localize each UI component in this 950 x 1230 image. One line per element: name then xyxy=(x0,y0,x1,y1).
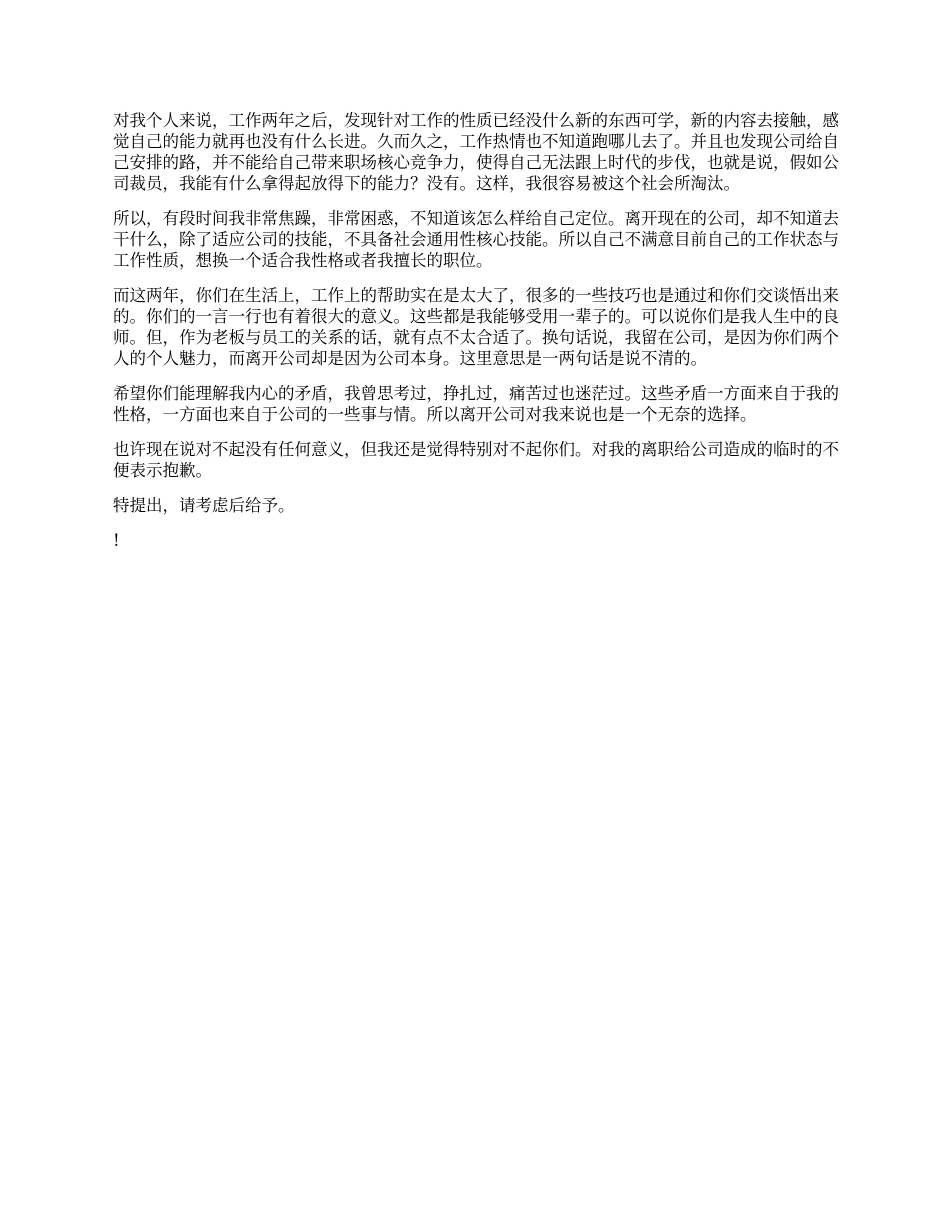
exclamation-mark: ! xyxy=(113,531,120,550)
document-body xyxy=(113,110,839,551)
paragraph-4: 希望你们能理解我内心的矛盾，我曾思考过，挣扎过，痛苦过也迷茫过。这些矛盾一方面来自于我的性格，一方面也来自于公司的一些事与情。所以离开公司对我来说也是一个无奈的选择。 xyxy=(113,384,839,424)
paragraph-2: 所以，有段时间我非常焦躁，非常困惑，不知道该怎么样给自己定位。离开现在的公司，却不知道去干什么，除了适应公司的技能，不具备社会通用性核心技能。所以自己不满意目前自己的工作状态与工作性质，想换一个适合我性格或者我擅长的职位。 xyxy=(113,209,839,270)
paragraph-5: 也许现在说对不起没有任何意义，但我还是觉得特别对不起你们。对我的离职给公司造成的临时的不便表示抱歉。 xyxy=(113,440,839,480)
paragraph-1: 对我个人来说，工作两年之后，发现针对工作的性质已经没什么新的东西可学，新的内容去接触，感觉自己的能力就再也没有什么长进。久而久之，工作热情也不知道跑哪儿去了。并且也发现公司给自己安排的路，并不能给自己带来职场核心竞争力，使得自己无法跟上时代的步伐，也就是说，假如公司裁员，我能有什么拿得起放得下的能力？没有。这样，我很容易被这个社会所淘汰。 xyxy=(113,111,839,193)
closing-line: 特提出，请考虑后给予。 xyxy=(113,496,295,515)
paragraph-3: 而这两年，你们在生活上，工作上的帮助实在是太大了，很多的一些技巧也是通过和你们交谈悟出来的。你们的一言一行也有着很大的意义。这些都是我能够受用一辈子的。可以说你们是我人生中的良师。但，作为老板与员工的关系的话，就有点不太合适了。换句话说，我留在公司，是因为你们两个人的个人魅力，而离开公司却是因为公司本身。这里意思是一两句话是说不清的。 xyxy=(113,286,839,368)
